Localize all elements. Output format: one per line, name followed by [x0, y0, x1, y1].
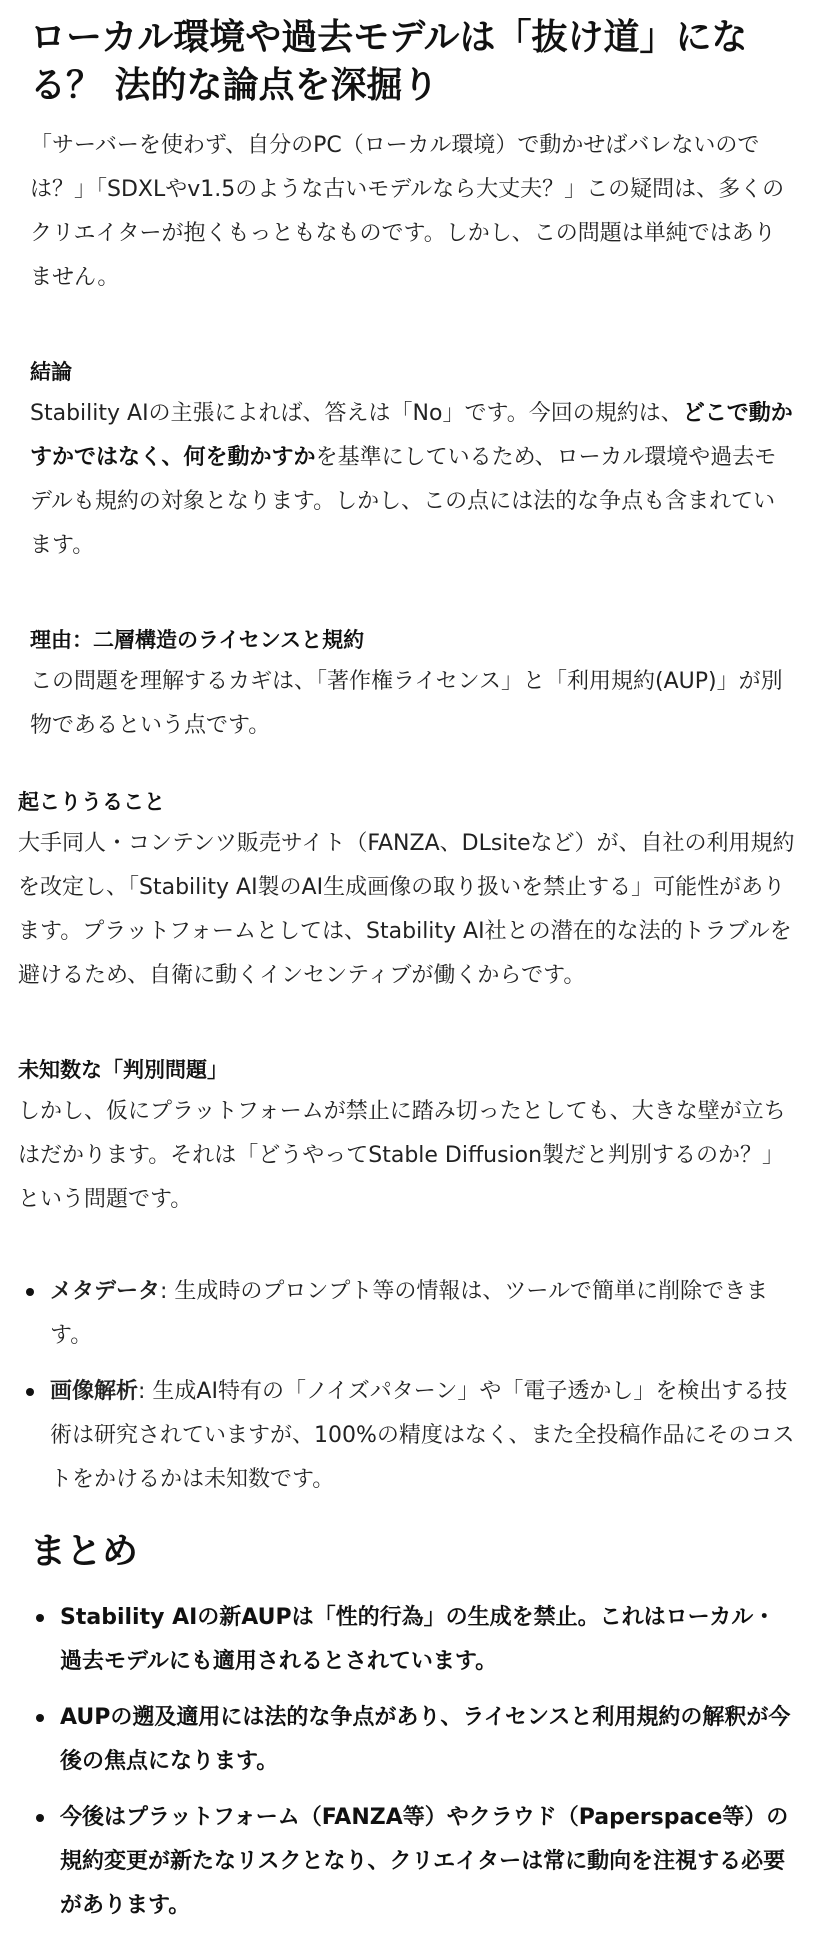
list-item — [30, 1796, 796, 1928]
summary-item-text: Stability AIの新AUPは「性的行為」の生成を禁止。これはローカル・過去モデルにも適用されるとされています。 — [60, 1605, 776, 1674]
bullet-text: : 生成AI特有の「ノイズパターン」や「電子透かし」を検出する技術は研究されていますが、100%の精度はなく、また全投稿作品にそのコストをかけるかは未知数です。 — [50, 1379, 795, 1492]
conclusion-paragraph — [30, 392, 794, 568]
conclusion-label: 結論 — [30, 360, 72, 384]
bullet-dot — [36, 1614, 44, 1622]
reason-label: 理由：二層構造のライセンスと規約 — [30, 628, 365, 652]
bullet-dot — [36, 1714, 44, 1722]
article-heading: ローカル環境や過去モデルは「抜け道」になる？ 法的な論点を深掘り — [30, 17, 748, 106]
reason-paragraph: この問題を理解するカギは、「著作権ライセンス」と「利用規約(AUP)」が別物であるという点です。 — [30, 669, 783, 738]
bullet-term: 画像解析 — [50, 1379, 139, 1404]
unknown-bullet-list — [20, 1270, 796, 1502]
intro-block — [30, 124, 794, 300]
reason-block — [30, 624, 794, 748]
unknown-label: 未知数な「判別問題」 — [18, 1058, 228, 1082]
summary-heading-block — [30, 1528, 790, 1576]
list-item — [30, 1596, 796, 1684]
bullet-term: メタデータ — [50, 1279, 161, 1304]
conclusion-text-bold: どこで動かすかではなく、何を動かすか — [30, 401, 793, 470]
possible-block — [18, 786, 796, 998]
list-item — [30, 1696, 796, 1784]
bullet-dot — [26, 1288, 34, 1296]
bullet-text: : 生成時のプロンプト等の情報は、ツールで簡単に削除できます。 — [50, 1279, 768, 1348]
bullet-dot — [36, 1814, 44, 1822]
heading-block — [30, 14, 790, 110]
unknown-paragraph: しかし、仮にプラットフォームが禁止に踏み切ったとしても、大きな壁が立ちはだかります。それは「どうやってStable Diffusion製だと判別するのか？」という問題です。 — [18, 1099, 786, 1212]
conclusion-text-after: を基準にしているため、ローカル環境や過去モデルも規約の対象となります。しかし、この点には法的な争点も含まれています。 — [30, 445, 777, 558]
possible-paragraph: 大手同人・コンテンツ販売サイト（FANZA、DLsiteなど）が、自社の利用規約を改定し、「Stability AI製のAI生成画像の取り扱いを禁止する」可能性があります。プラットフォームとしては、Stability AI社との潜在的な法的トラブルを避けるため、自衛に動くインセンティブが働くからです。 — [18, 831, 795, 988]
list-item — [20, 1270, 796, 1358]
conclusion-text-before: Stability AIの主張によれば、答えは「No」です。今回の規約は、 — [30, 401, 683, 426]
conclusion-block — [30, 356, 794, 568]
list-item — [20, 1370, 796, 1502]
unknown-block — [18, 1054, 796, 1222]
summary-item-text: 今後はプラットフォーム（FANZA等）やクラウド（Paperspace等）の規約変更が新たなリスクとなり、クリエイターは常に動向を注視する必要があります。 — [60, 1805, 789, 1918]
intro-paragraph: 「サーバーを使わず、自分のPC（ローカル環境）で動かせばバレないのでは？」「SDXLやv1.5のような古いモデルなら大丈夫？」この疑問は、多くのクリエイターが抱くもっともなものです。しかし、この問題は単純ではありません。 — [30, 133, 785, 290]
bullet-dot — [26, 1388, 34, 1396]
summary-item-text: AUPの遡及適用には法的な争点があり、ライセンスと利用規約の解釈が今後の焦点になります。 — [60, 1705, 791, 1774]
summary-list — [30, 1596, 796, 1928]
summary-heading: まとめ — [30, 1531, 139, 1572]
possible-label: 起こりうること — [18, 790, 165, 814]
